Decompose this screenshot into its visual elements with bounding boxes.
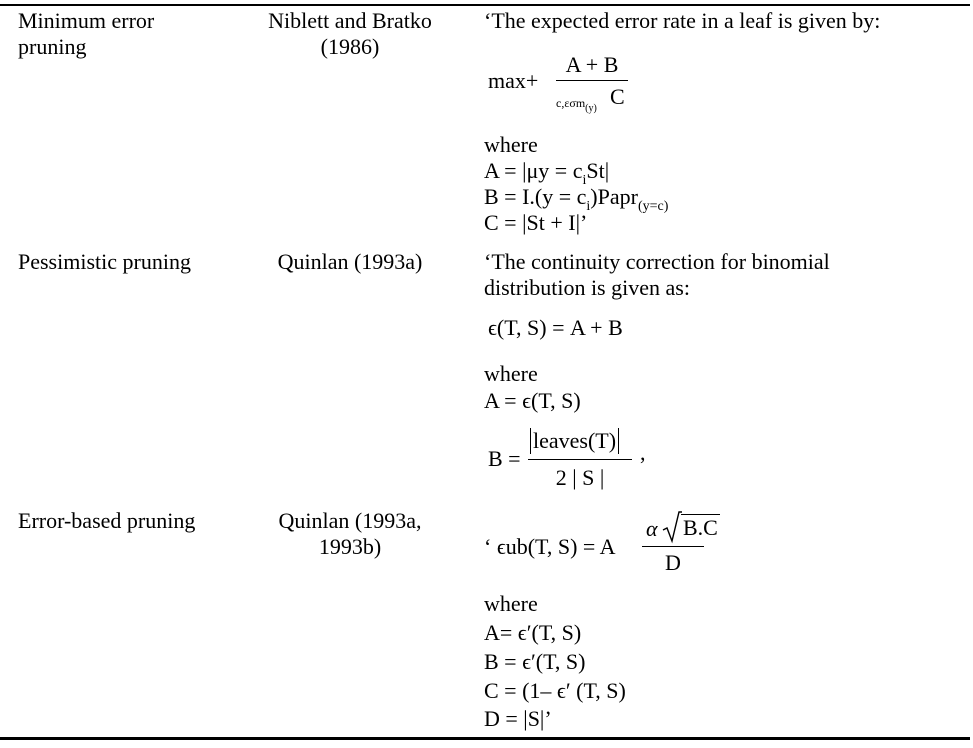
formula-under-sub: (y) — [585, 103, 597, 114]
row-2-where: where — [484, 361, 538, 386]
row-2-method: Pessimistic pruning — [18, 249, 191, 274]
def-b-prefix: B = I.(y = c — [484, 184, 587, 209]
row-2-intro — [484, 249, 830, 301]
def-b-denominator: 2 | S | — [555, 465, 605, 490]
reference-line: Niblett and Bratko — [268, 8, 432, 33]
row-1-reference — [240, 8, 460, 60]
method-line: Minimum error — [18, 8, 155, 33]
method-line: pruning — [18, 34, 87, 59]
row-3-def-a: A= ϵ′(T, S) — [484, 620, 582, 645]
reference-line: 1993b) — [318, 534, 382, 559]
formula-under — [556, 90, 597, 118]
row-3-def-b: B = ϵ′(T, S) — [484, 649, 586, 674]
formula-denominator: D — [665, 550, 681, 575]
formula-denominator: C — [610, 84, 625, 109]
def-a-suffix: St| — [586, 158, 610, 183]
formula-under-text: c,εσm — [556, 96, 586, 110]
row-2-reference: Quinlan (1993a) — [277, 249, 423, 274]
row-1-method — [18, 8, 154, 60]
intro-line: ‘The continuity correction for binomial — [484, 249, 830, 274]
row-1-intro: ‘The expected error rate in a leaf is given by: — [484, 8, 881, 33]
row-3-reference — [240, 508, 460, 560]
sqrt-icon — [662, 510, 682, 544]
def-b-sub2: (y=c) — [637, 199, 669, 214]
fraction-bar — [556, 80, 628, 81]
row-3-method: Error-based pruning — [18, 508, 196, 533]
def-a-prefix: A = |μy = c — [484, 158, 583, 183]
row-3-def-d: D = |S|’ — [484, 706, 552, 731]
formula-numerator: A + B — [565, 52, 619, 77]
formula-lhs: ‘ ϵub(T, S) = A — [484, 534, 616, 559]
fraction-bar — [642, 546, 704, 547]
formula-max: max+ — [488, 68, 539, 93]
def-b-lhs: B = — [488, 446, 521, 471]
row-2-def-a: A = ϵ(T, S) — [484, 388, 581, 413]
intro-line: distribution is given as: — [484, 275, 690, 300]
table-top-rule — [0, 4, 970, 6]
row-2-formula: ϵ(T, S) = A + B — [488, 315, 623, 340]
row-1-where: where — [484, 132, 538, 157]
row-3-where: where — [484, 591, 538, 616]
formula-radicand: B.C — [683, 515, 718, 540]
def-a-sub: i — [582, 173, 587, 188]
def-b-mid: )Papr — [590, 184, 638, 209]
reference-line: Quinlan (1993a, — [278, 508, 422, 533]
def-b-sub: i — [586, 199, 591, 214]
def-b-numerator: leaves(T) — [530, 428, 619, 454]
table-bottom-rule — [0, 737, 970, 740]
row-1-def-c: C = |St + I|’ — [484, 210, 588, 235]
def-b-tail: , — [640, 440, 646, 465]
formula-alpha: α — [646, 516, 658, 541]
fraction-bar — [528, 459, 632, 460]
row-3-def-c: C = (1– ϵ′ (T, S) — [484, 678, 626, 703]
reference-line: (1986) — [320, 34, 380, 59]
